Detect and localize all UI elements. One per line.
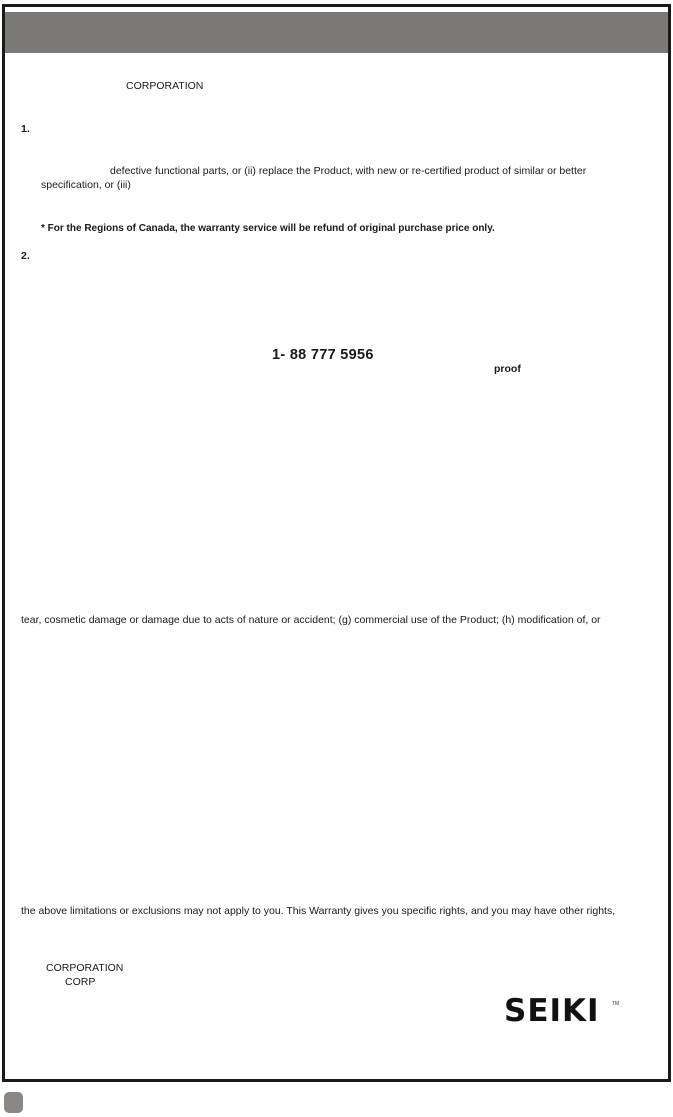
- section-1-number: 1.: [21, 123, 30, 135]
- seiki-logo: SEIKI: [504, 993, 600, 1029]
- section-1-line-3: specification, or (iii): [41, 179, 131, 191]
- tear-line: tear, cosmetic damage or damage due to acts of nature or accident; (g) commercial use of the Product; (h) modification of, or: [21, 614, 601, 626]
- support-phone-number: 1- 88 777 5956: [272, 347, 374, 363]
- footer-corporation: CORPORATION: [46, 962, 124, 974]
- section-2-number: 2.: [21, 250, 30, 262]
- intro-corporation: CORPORATION: [126, 80, 204, 92]
- footer-corp: CORP: [65, 976, 96, 988]
- proof-word: proof: [494, 363, 521, 375]
- page-number-badge: [4, 1092, 23, 1113]
- canada-note: * For the Regions of Canada, the warranty service will be refund of original purchase price only.: [41, 223, 495, 234]
- limitations-line: the above limitations or exclusions may not apply to you. This Warranty gives you specific rights, and you may have other rights,: [21, 905, 616, 917]
- header-bar: [5, 12, 668, 53]
- section-1-line-2: defective functional parts, or (ii) replace the Product, with new or re-certified product of similar or better: [110, 165, 587, 177]
- trademark-mark: TM: [612, 1001, 620, 1007]
